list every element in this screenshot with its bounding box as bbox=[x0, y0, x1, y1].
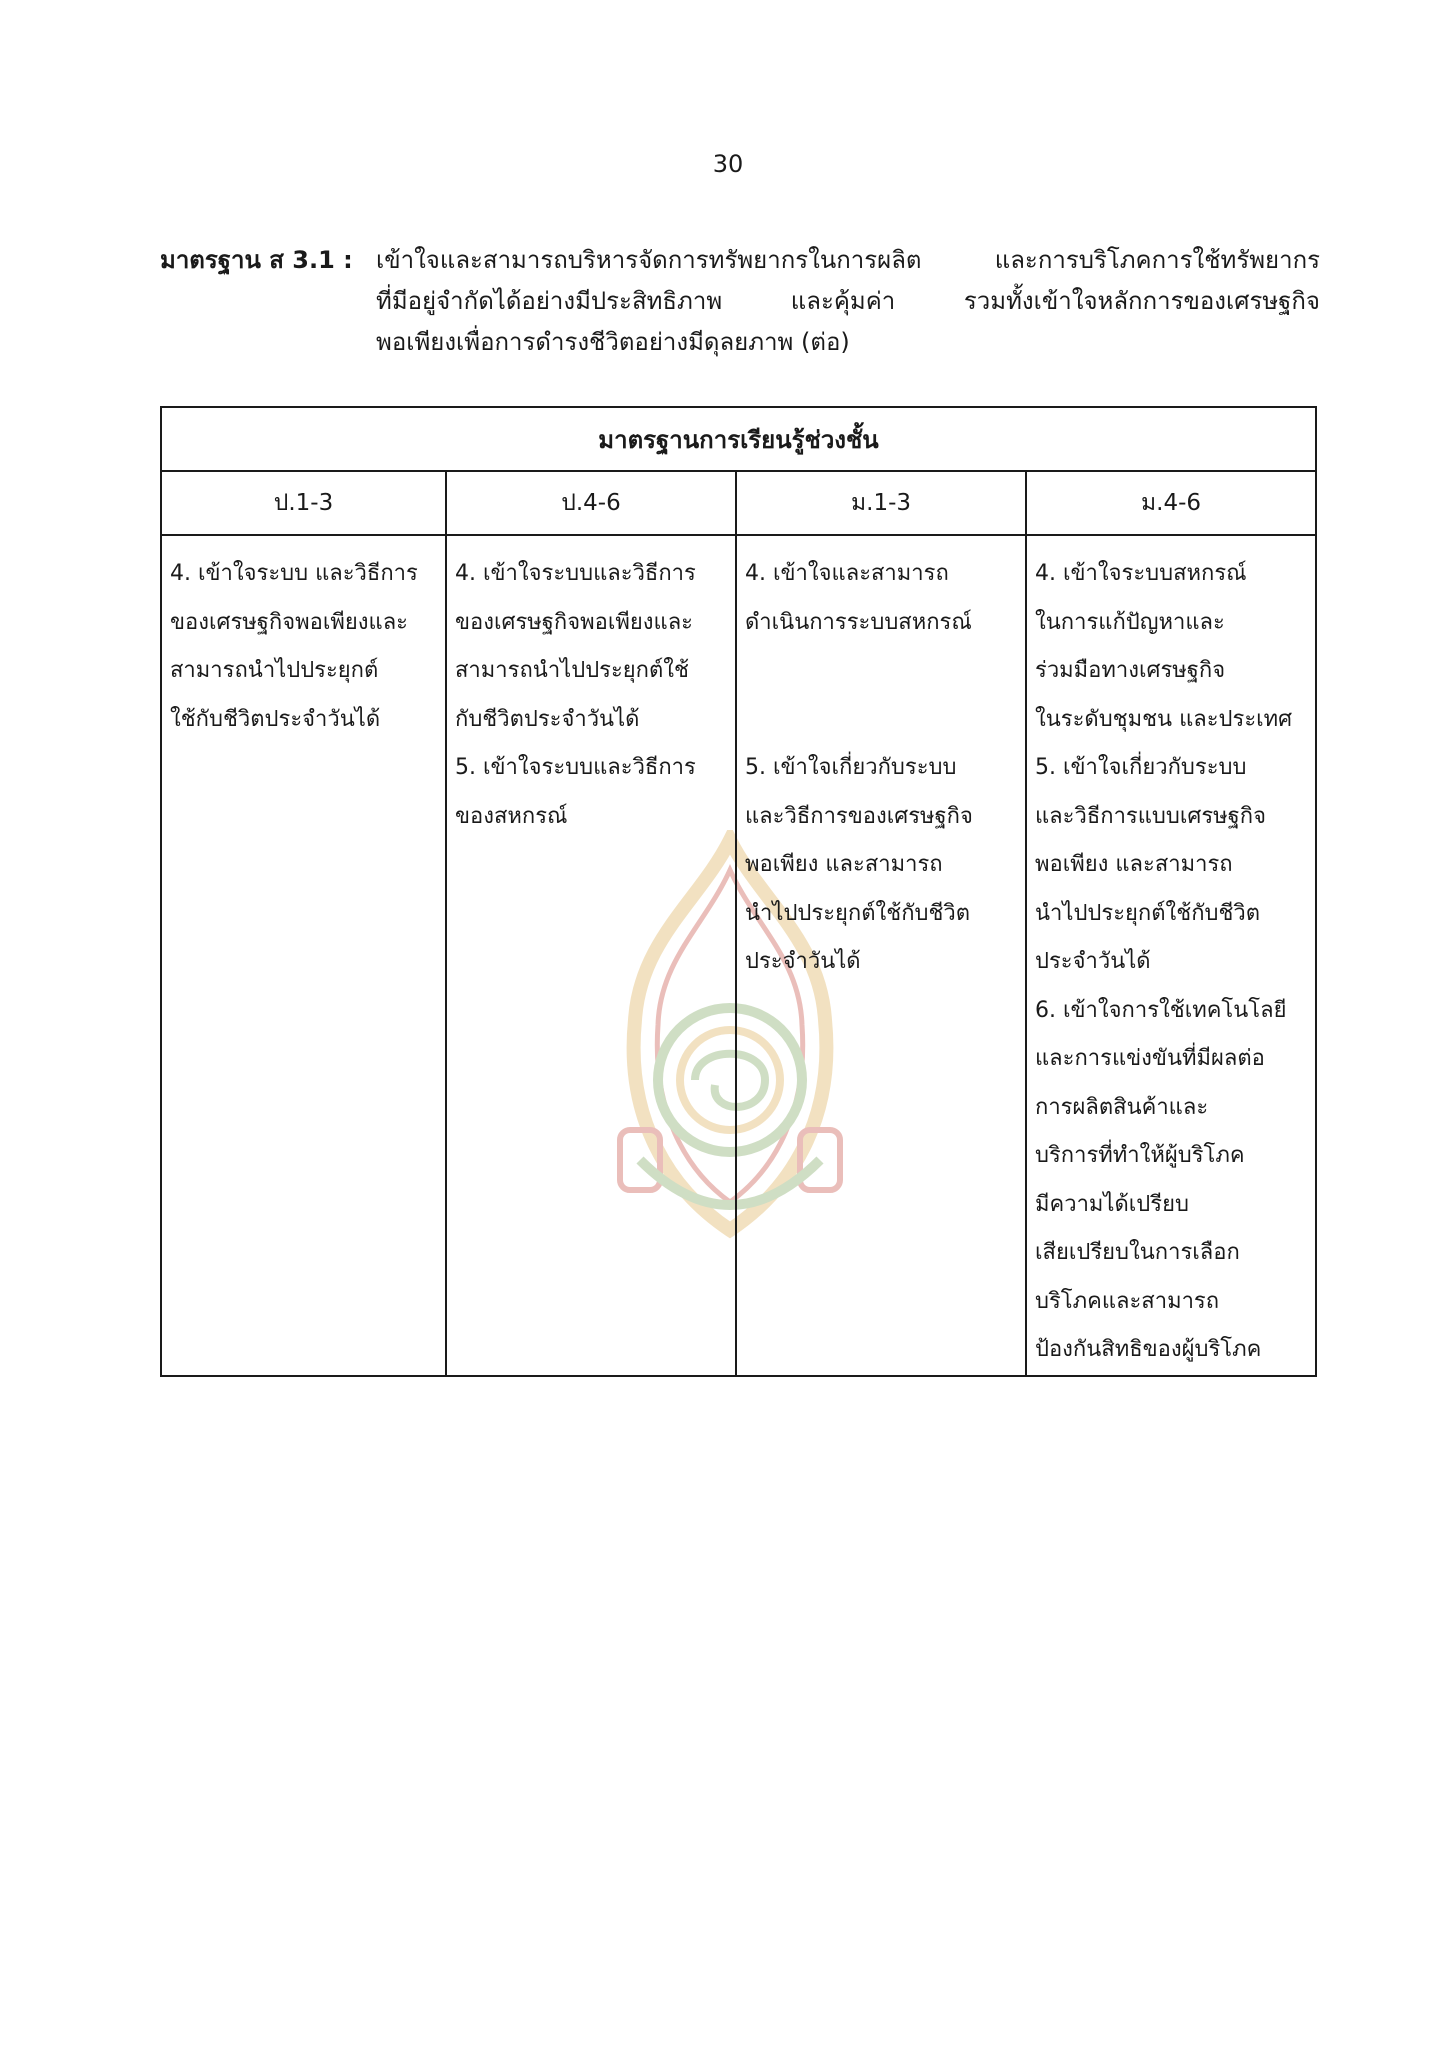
standard-label: มาตรฐาน ส 3.1 : bbox=[160, 246, 353, 274]
standard-header bbox=[160, 240, 1320, 363]
learning-standards-table bbox=[160, 406, 1317, 1377]
cell-line: นำไปประยุกต์ใช้กับชีวิต bbox=[745, 900, 971, 926]
cell-line: ป้องกันสิทธิของผู้บริโภค bbox=[1035, 1337, 1262, 1362]
cell-line: และวิธีการแบบเศรษฐกิจ bbox=[1035, 803, 1267, 829]
cell-line: บริการที่ทำให้ผู้บริโภค bbox=[1035, 1143, 1245, 1168]
cell-line: ของสหกรณ์ bbox=[455, 803, 568, 829]
standard-description bbox=[376, 240, 1320, 363]
grade-header: ป.4-6 bbox=[446, 471, 736, 535]
cell-line: 4. เข้าใจระบบ และวิธีการ bbox=[170, 561, 418, 586]
cell-line: ดำเนินการระบบสหกรณ์ bbox=[745, 609, 972, 635]
cell-line: ในระดับชุมชน และประเทศ bbox=[1035, 706, 1293, 732]
grade-header: ม.1-3 bbox=[736, 471, 1026, 535]
cell-line: ในการแก้ปัญหาและ bbox=[1035, 609, 1225, 635]
cell-line: บริโภคและสามารถ bbox=[1035, 1288, 1220, 1314]
table-cell-p4-6 bbox=[446, 535, 736, 1376]
cell-line: การผลิตสินค้าและ bbox=[1035, 1094, 1209, 1120]
grade-header: ป.1-3 bbox=[161, 471, 446, 535]
cell-line: กับชีวิตประจำวันได้ bbox=[455, 706, 640, 732]
cell-line: 5. เข้าใจระบบและวิธีการ bbox=[455, 755, 696, 780]
cell-line: 5. เข้าใจเกี่ยวกับระบบ bbox=[745, 755, 957, 780]
cell-line: พอเพียง และสามารถ bbox=[1035, 852, 1233, 877]
cell-line: 4. เข้าใจและสามารถ bbox=[745, 561, 949, 586]
cell-line: และวิธีการของเศรษฐกิจ bbox=[745, 803, 973, 829]
table-title: มาตรฐานการเรียนรู้ช่วงชั้น bbox=[161, 407, 1316, 471]
cell-line: เสียเปรียบในการเลือก bbox=[1035, 1240, 1240, 1265]
cell-spacer bbox=[745, 647, 1019, 744]
cell-line: ประจำวันได้ bbox=[745, 949, 861, 974]
cell-line: 5. เข้าใจเกี่ยวกับระบบ bbox=[1035, 755, 1247, 780]
cell-line: และการแข่งขันที่มีผลต่อ bbox=[1035, 1046, 1265, 1071]
page-number: 30 bbox=[712, 150, 744, 178]
cell-line: ร่วมมือทางเศรษฐกิจ bbox=[1035, 658, 1226, 683]
cell-line: พอเพียง และสามารถ bbox=[745, 852, 943, 877]
cell-line: 6. เข้าใจการใช้เทคโนโลยี bbox=[1035, 997, 1287, 1023]
standard-line: ที่มีอยู่จำกัดได้อย่างมีประสิทธิภาพ และคุ้มค่า รวมทั้งเข้าใจหลักการของเศรษฐกิจ bbox=[376, 287, 1320, 315]
cell-line: นำไปประยุกต์ใช้กับชีวิต bbox=[1035, 900, 1261, 926]
cell-line: ของเศรษฐกิจพอเพียงและ bbox=[170, 609, 408, 635]
grade-header: ม.4-6 bbox=[1026, 471, 1316, 535]
cell-line: ของเศรษฐกิจพอเพียงและ bbox=[455, 609, 693, 635]
cell-line: สามารถนำไปประยุกต์ใช้ bbox=[455, 658, 689, 683]
table-cell-p1-3 bbox=[161, 535, 446, 1376]
table-cell-m4-6 bbox=[1026, 535, 1316, 1376]
cell-line: สามารถนำไปประยุกต์ bbox=[170, 658, 379, 683]
standard-line: เข้าใจและสามารถบริหารจัดการทรัพยากรในการผลิต และการบริโภคการใช้ทรัพยากร bbox=[376, 246, 1320, 274]
cell-line: มีความได้เปรียบ bbox=[1035, 1191, 1189, 1217]
cell-line: 4. เข้าใจระบบและวิธีการ bbox=[455, 561, 696, 586]
cell-line: ใช้กับชีวิตประจำวันได้ bbox=[170, 706, 381, 732]
standard-line: พอเพียงเพื่อการดำรงชีวิตอย่างมีดุลยภาพ (ต่อ) bbox=[376, 328, 850, 356]
cell-line: 4. เข้าใจระบบสหกรณ์ bbox=[1035, 561, 1247, 586]
cell-line: ประจำวันได้ bbox=[1035, 949, 1151, 974]
table-cell-m1-3 bbox=[736, 535, 1026, 1376]
